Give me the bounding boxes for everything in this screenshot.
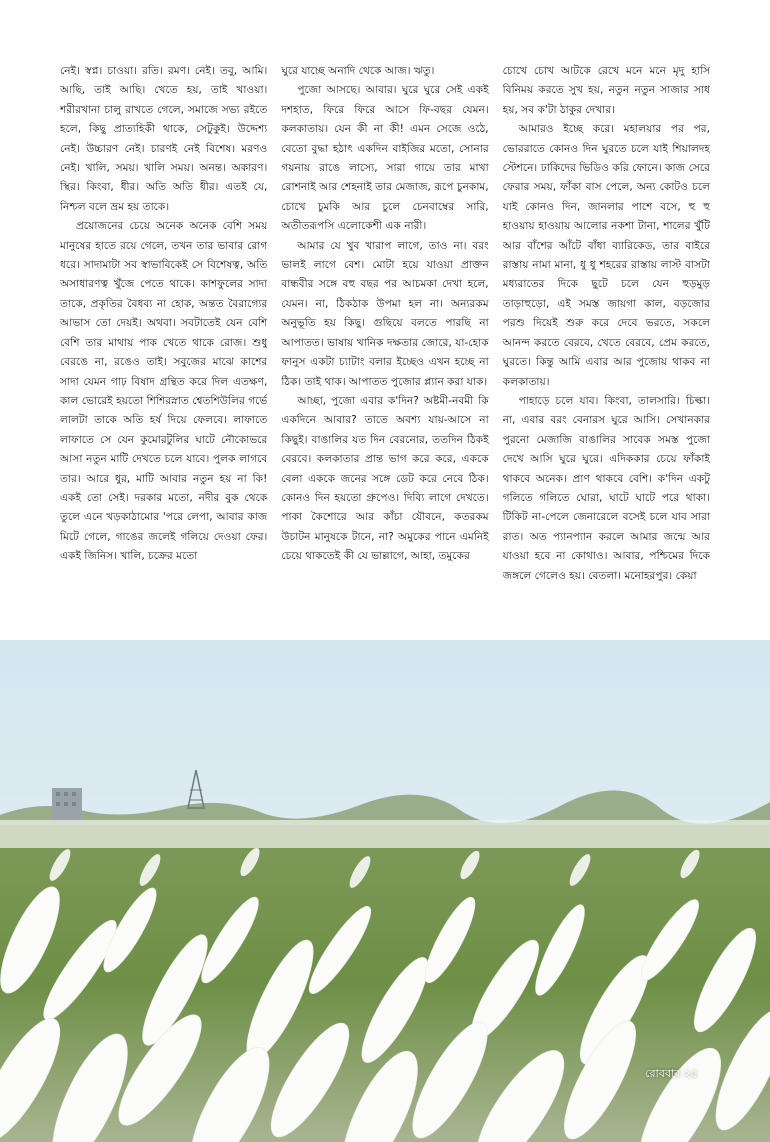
paragraph: ঘুরে যাচ্ছে অনাদি থেকে আজ। ঋতু। (281, 65, 435, 77)
paragraph: আচ্ছা, পুজো এবার ক'দিন? অষ্টমী-নবমী কি একদিনে আবার? তাতে অবশ্য যায়-আসে না কিছুই। বাঙালির যত দিন বেরনোর, ততদিন ঠিকই বেরবে। কলকাতার প্রান্ত ভাগ করে করে, এককে বেলা এককে জনের সঙ্গে ডেট করে নেবে ঠিক। কোনও দিন হয়তো গ্রুপেও। দিব্যি লাগে দেখতে। পাকা কৈশোরে আর কাঁচা যৌবনে, কতরকম উচাটন মানুষকে টানে, না? অমুকের পানে এমনিই চেয়ে থাকতেই কী যে ভাল্লাগে, আহা, তমুকের (281, 394, 489, 563)
article-column-1 (60, 62, 267, 632)
article-columns (60, 62, 710, 632)
paragraph: নেই। স্বপ্ন। চাওয়া। রতি। রমণ। নেই। তবু, আমি। আছি, তাই আছি। খেতে হয়, তাই খাওয়া। শরীরখানা চালু রাখতে গেলে, সমাজে সভ্য রইতে হলে, কিছু প্রাত্যহিকী থাকে, সেটুকুই। উদ্দেশ্য নেই। উচ্চারণ নেই। চারণই নেই বিশেষ। মরণও নেই। খালি, সময়। খালি সময়। অনন্ত। অকারণ। স্থির। কিংবা, ধীর। অতি অতি ধীর। এতই যে, নিশ্চল বলে ভ্রম হয় তাকে। (60, 65, 268, 213)
article-column-3 (503, 62, 710, 632)
paragraph: পাহাড়ে চলে যাব। কিংবা, তালসারি। চিল্কা। না, এবার বরং বেনারস ঘুরে আসি। সেখানকার পুরনো মেজাজি বাঙালির সাবেক সমস্ত পুজো দেখে আসি ঘুরে ঘুরে। এদিককার চেয়ে ফাঁকাই থাকবে অনেক। প্রাণ থাকবে বেশি। ক'দিন একটু গলিতে গলিতে ঘোরা, ঘাটে ঘাটে পরে থাকা। টিকিট না-পেলে জেনারেলে বসেই চলে যাব সারা রাত। অত প্যানপ্যান করলে আমার জন্মে আর যাওয়া হবে না কোথাও। আবার, পশ্চিমের দিকে জঙ্গলে গেলেও হয়। বেতলা। মনোহরপুর। কেয়া (502, 394, 710, 582)
paragraph: চোখে চোখ আটকে রেখে মনে মনে মৃদু হাসি বিনিময় করতে সুখ হয়, নতুন নতুন সাজার সাধ হয়, সব ক'টা ঠাকুর দেখার। (502, 65, 710, 116)
paragraph: প্রয়োজনের চেয়ে অনেক অনেক বেশি সময় মানুষের হাতে রয়ে গেলে, তখন তার ভাবার রোগ ধরে। সাদামাটা সব স্বাভাবিকেই সে বিশেষত্ব, অতি অসাধারণত্ব খুঁজে পেতে থাকে। কাশফুলের সাদা তাকে, প্রকৃতির বৈধব্য না হোক, অন্তত বৈরাগ্যের আভাস তো দেয়ই। অথবা। সবটাতেই যেন বেশি বেশি তার মাথায় পাক খেতে থাকে রোজ। শুধু বেরঙে না, রঙেও তাই। সবুজের মাঝে কাশের সাদা যেমন গাঢ় বিষাদ গ্রন্থিত করে দিল এতক্ষণ, কাল ভোরেই হয়তো শিশিরস্নাত শ্বেতশিউলির গর্ভে লালটা তাকে অতি হর্ষ দিয়ে ফেলবে। লাফাতে লাফাতে সে যেন কুমোরটুলির ঘাটে নৌকোভরে আসা নতুন মাটি দেখতে চলে যাবে। পুলক লাগবে তার। আরে ধুর, মাটি আবার নতুন হয় না কি! একই তো সেই। দরকার মতো, নদীর বুক থেকে তুলে এনে খড়কাঠামোর 'পরে লেপা, আবার কাজ মিটে গেলে, গাঙের জলেই গলিয়ে দেওয়া ফের। একই জিনিস। খালি, চক্রের মতো (60, 220, 268, 563)
paragraph: আমারও ইচ্ছে করে। মহালয়ার পর পর, ভোররাতে কোনও দিন ঘুরতে চলে যাই শিয়ালদহ স্টেশনে। ঢাকিদের ভিডিও করি ফোনে। কাজ সেরে ফেরার সময়, ফাঁকা বাস পেলে, অন্য কোটও চলে যাই কোনও দিন, জানলার পাশে বসে, হু হু হাওয়ায় হাওয়ায় আলোর নকশা টানা, শালের খুঁটি আর বাঁশের আঁটে বাঁধা ব্যারিকেড, তার বাইরে রাস্তায় নামা মানা, ধু ধু শহরের রাস্তায় লাস্ট বাসটা মধ্যরাতের দিকে ছুটে চলে যেন হুড়মুড় তাড়াহুড়ো, এই সমস্ত জায়গা কাল, বড়জোর পরশু দিয়েই শুরু করে দেবে ভরতে, সকলে আনন্দ করতে বেরবে, খেতে বেরবে, প্রেম করতে, ঘুরতে। কিন্তু আমি এবার আর পুজোয় থাকব না কলকাতায়। (502, 123, 710, 388)
page-folio: রোববার ২৫ (645, 1067, 698, 1080)
paragraph: আমার যে খুব খারাপ লাগে, তাও না। বরং ভালই লাগে বেশ। মোটা হয়ে যাওয়া প্রাক্তন বান্ধবীর সঙ্গে বহু বছর পর আচমকা দেখা হলে, যেমন। না, ঠিকঠাক উপমা হল না। অন্যরকম অনুভূতি হয় কিছু। গুছিয়ে বলতে পারছি না আপাতত। ভাষায় খানিক দক্ষতার জোরে, যা-হোক ফানুস একটা চ্যাটাং বলার ইচ্ছেও এখন হচ্ছে না ঠিক। তাই থাক। আপাতত পুজোর প্ল্যান করা যাক। (281, 239, 489, 388)
article-column-2 (281, 62, 488, 632)
paragraph: পুজো আসছে। আবার। ঘুরে ঘুরে সেই একই দশহাত, ফিরে ফিরে আসে ফি-বছর যেমন। কলকাতায়। যেন কী না কী! এমন সেজে ওঠে, বেতো বুদ্ধা হঠাৎ একদিন বাইজির মতো, সোনার গয়নায় রাঙে লাস্যে, সারা গায়ে তার মাখা রোশনাই আর শেহনাই তার মেজাজ, রূপে চুনকাম, চোখে চুমকি আর চুলে চেনবাম্বের সারি, অতীতরূপসি এলোকেশী এক নারী। (281, 84, 489, 233)
